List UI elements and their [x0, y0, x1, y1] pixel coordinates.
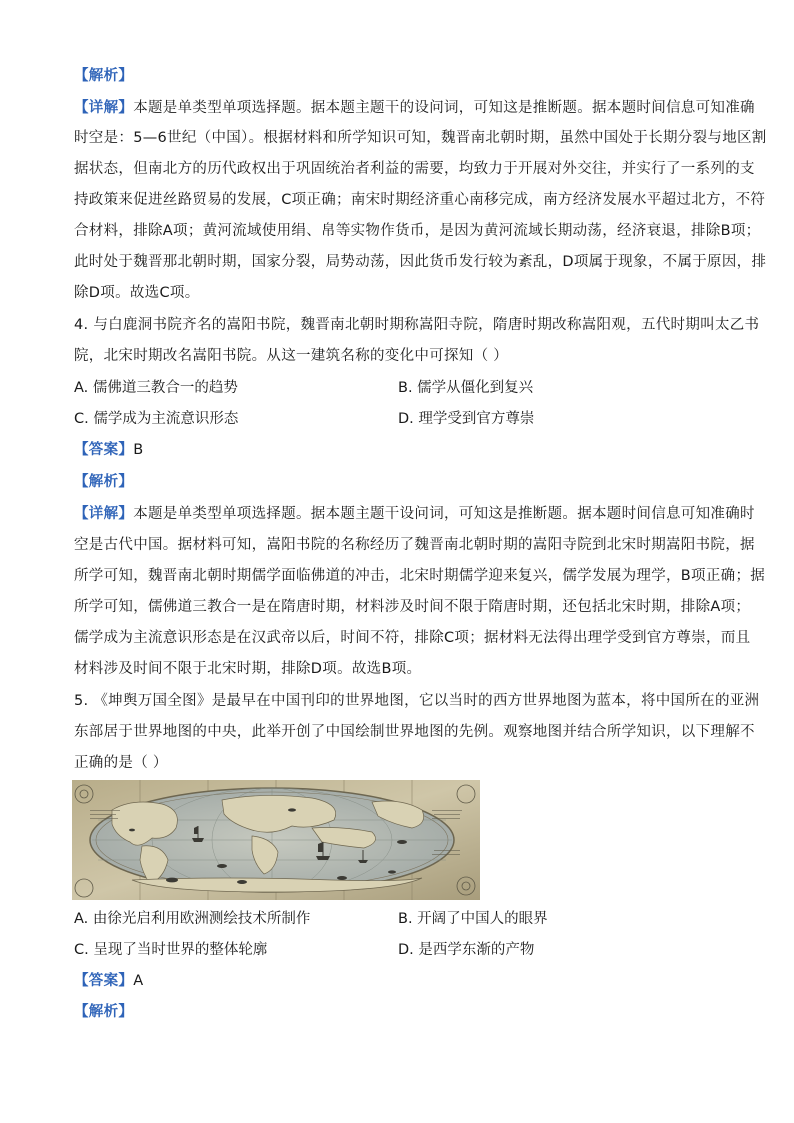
detail-line: 合材料，排除A项；黄河流域使用绢、帛等实物作货币，是因为黄河流域长期动荡，经济衰退，排除B项；: [74, 223, 761, 239]
detail-line: 【详解】本题是单类型单项选择题。据本题主题干的设问词，可知这是推断题。据本题时间信息可知准确: [74, 100, 755, 116]
detail-tag: 【详解】: [74, 100, 134, 116]
analysis-tag: 【解析】: [74, 1004, 134, 1020]
detail-tag: 【详解】: [74, 506, 134, 522]
analysis-tag: 【解析】: [74, 474, 134, 490]
option-c: C. 儒学成为主流意识形态: [74, 411, 239, 427]
detail-line: 所学可知，儒佛道三教合一是在隋唐时期，材料涉及时间不限于隋唐时期，还包括北宋时期，排除A项；: [74, 599, 751, 615]
detail-line: 【详解】本题是单类型单项选择题。据本题主题干设问词，可知这是推断题。据本题时间信息可知准确时: [74, 506, 755, 522]
answer-tag: 【答案】: [74, 442, 134, 458]
answer-value: B: [133, 442, 144, 458]
question-stem: 院，北宋时期改名嵩阳书院。从这一建筑名称的变化中可探知（ ）: [74, 348, 509, 364]
detail-line: 儒学成为主流意识形态是在汉武帝以后，时间不符，排除C项；据材料无法得出理学受到官方尊崇，而且: [74, 630, 751, 646]
question-stem: 正确的是（ ）: [74, 755, 168, 771]
detail-line: 此时处于魏晋那北朝时期，国家分裂，局势动荡，因此货币发行较为紊乱，D项属于现象，不属于原因，排: [74, 254, 767, 270]
world-map-image: [72, 780, 480, 900]
answer-line: [74, 440, 143, 460]
option-b: B. 开阔了中国人的眼界: [398, 911, 548, 927]
answer-value: A: [133, 973, 144, 989]
answer-line: [74, 971, 143, 991]
question-stem: 东部居于世界地图的中央，此举开创了中国绘制世界地图的先例。观察地图并结合所学知识，以下理解不: [74, 724, 755, 740]
option-d: D. 是西学东渐的产物: [398, 942, 535, 958]
question-stem: 5. 《坤舆万国全图》是最早在中国刊印的世界地图，它以当时的西方世界地图为蓝本，将中国所在的亚洲: [74, 693, 760, 709]
detail-line: 空是古代中国。据材料可知，嵩阳书院的名称经历了魏晋南北朝时期的嵩阳寺院到北宋时期嵩阳书院，据: [74, 537, 755, 553]
detail-line: 除D项。故选C项。: [74, 285, 200, 301]
detail-line: 所学可知，魏晋南北朝时期儒学面临佛道的冲击，北宋时期儒学迎来复兴，儒学发展为理学，B项正确；据: [74, 568, 766, 584]
option-d: D. 理学受到官方尊崇: [398, 411, 535, 427]
answer-tag: 【答案】: [74, 973, 134, 989]
option-a: A. 由徐光启利用欧洲测绘技术所制作: [74, 911, 311, 927]
detail-line: 材料涉及时间不限于北宋时期，排除D项。故选B项。: [74, 661, 422, 677]
option-b: B. 儒学从僵化到复兴: [398, 380, 534, 396]
detail-line: 据状态，但南北方的历代政权出于巩固统治者利益的需要，均致力于开展对外交往，并实行了一系列的支: [74, 161, 755, 177]
analysis-tag: 【解析】: [74, 68, 134, 84]
option-a: A. 儒佛道三教合一的趋势: [74, 380, 238, 396]
detail-line: 持政策来促进丝路贸易的发展，C项正确；南宋时期经济重心南移完成，南方经济发展水平超过北方，不符: [74, 192, 766, 208]
question-stem: 4. 与白鹿洞书院齐名的嵩阳书院，魏晋南北朝时期称嵩阳寺院，隋唐时期改称嵩阳观，五代时期叫太乙书: [74, 317, 760, 333]
option-c: C. 呈现了当时世界的整体轮廓: [74, 942, 268, 958]
world-map-illustration: [72, 780, 480, 900]
detail-line: 时空是：5—6世纪（中国）。根据材料和所学知识可知，魏晋南北朝时期，虽然中国处于长期分裂与地区割: [74, 130, 767, 146]
